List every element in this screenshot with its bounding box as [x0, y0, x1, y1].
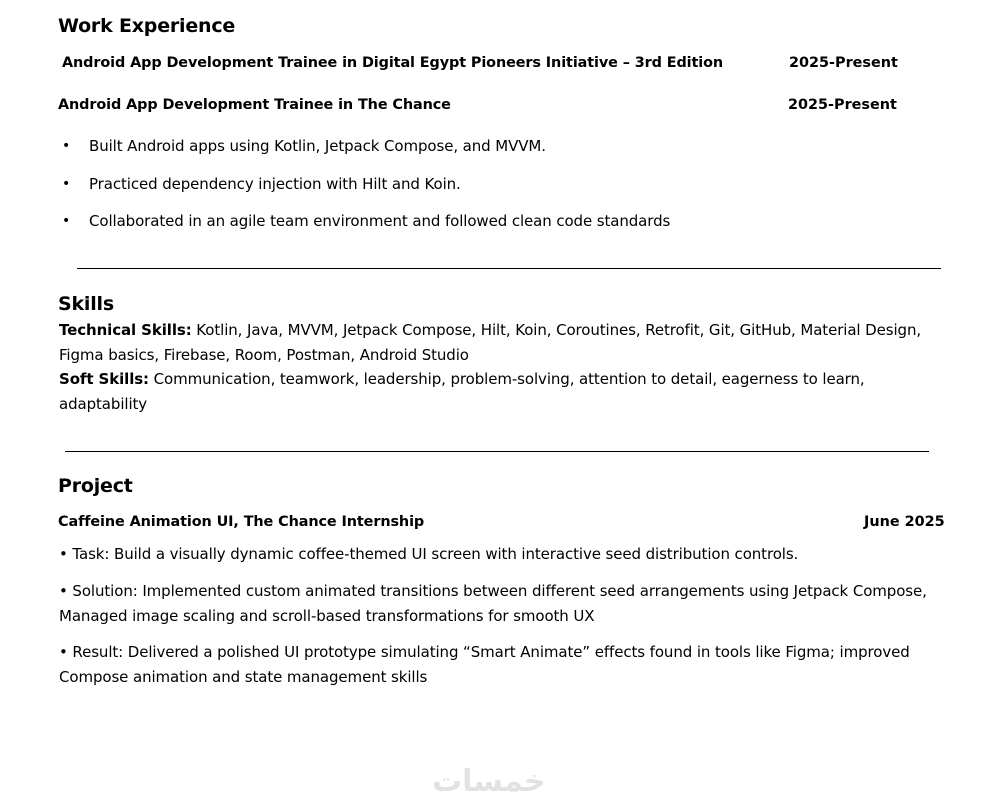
job-title-the-chance: Android App Development Trainee in The Chance — [58, 97, 451, 113]
work-experience-heading: Work Experience — [58, 15, 236, 37]
bullet-icon: • — [62, 176, 71, 192]
project-result-line: • Result: Delivered a polished UI prototype simulating “Smart Animate” effects found in tools like Figma; improved — [59, 643, 910, 661]
section-divider — [77, 268, 941, 269]
job-date-digital-egypt: 2025-Present — [789, 55, 898, 71]
soft-skills-text-continued: adaptability — [59, 394, 148, 413]
soft-skills-label: Soft Skills: — [59, 370, 149, 388]
project-solution-line: • Solution: Implemented custom animated transitions between different seed arrangements using Jetpack Compose, — [59, 582, 927, 600]
technical-skills-text-continued: Figma basics, Firebase, Room, Postman, Android Studio — [59, 345, 469, 364]
project-result — [59, 640, 910, 689]
work-bullet-item: Practiced dependency injection with Hilt and Koin. — [89, 175, 461, 193]
project-result-line: Compose animation and state management skills — [59, 667, 428, 686]
bullet-icon: • — [62, 213, 71, 229]
job-date-the-chance: 2025-Present — [788, 97, 897, 113]
section-divider — [65, 451, 929, 452]
work-bullet-item: Collaborated in an agile team environment and followed clean code standards — [89, 212, 671, 230]
project-solution — [59, 579, 927, 628]
soft-skills-text: Communication, teamwork, leadership, problem-solving, attention to detail, eagerness to learn, — [148, 370, 865, 388]
technical-skills-text: Kotlin, Java, MVVM, Jetpack Compose, Hilt, Koin, Coroutines, Retrofit, Git, GitHub, Material Design, — [191, 321, 922, 339]
technical-skills-paragraph — [59, 318, 921, 416]
job-title-digital-egypt: Android App Development Trainee in Digital Egypt Pioneers Initiative – 3rd Edition — [62, 55, 724, 71]
skills-heading: Skills — [58, 293, 114, 315]
work-bullet-item: Built Android apps using Kotlin, Jetpack Compose, and MVVM. — [89, 137, 546, 155]
watermark-logo: خمسات — [432, 764, 546, 799]
bullet-icon: • — [62, 138, 71, 154]
technical-skills-label: Technical Skills: — [59, 321, 192, 339]
project-heading: Project — [58, 475, 133, 497]
project-title: Caffeine Animation UI, The Chance Internship — [58, 514, 425, 530]
project-solution-line: Managed image scaling and scroll-based transformations for smooth UX — [59, 606, 595, 625]
project-task: • Task: Build a visually dynamic coffee-themed UI screen with interactive seed distribution controls. — [59, 545, 799, 563]
project-date: June 2025 — [864, 514, 945, 530]
